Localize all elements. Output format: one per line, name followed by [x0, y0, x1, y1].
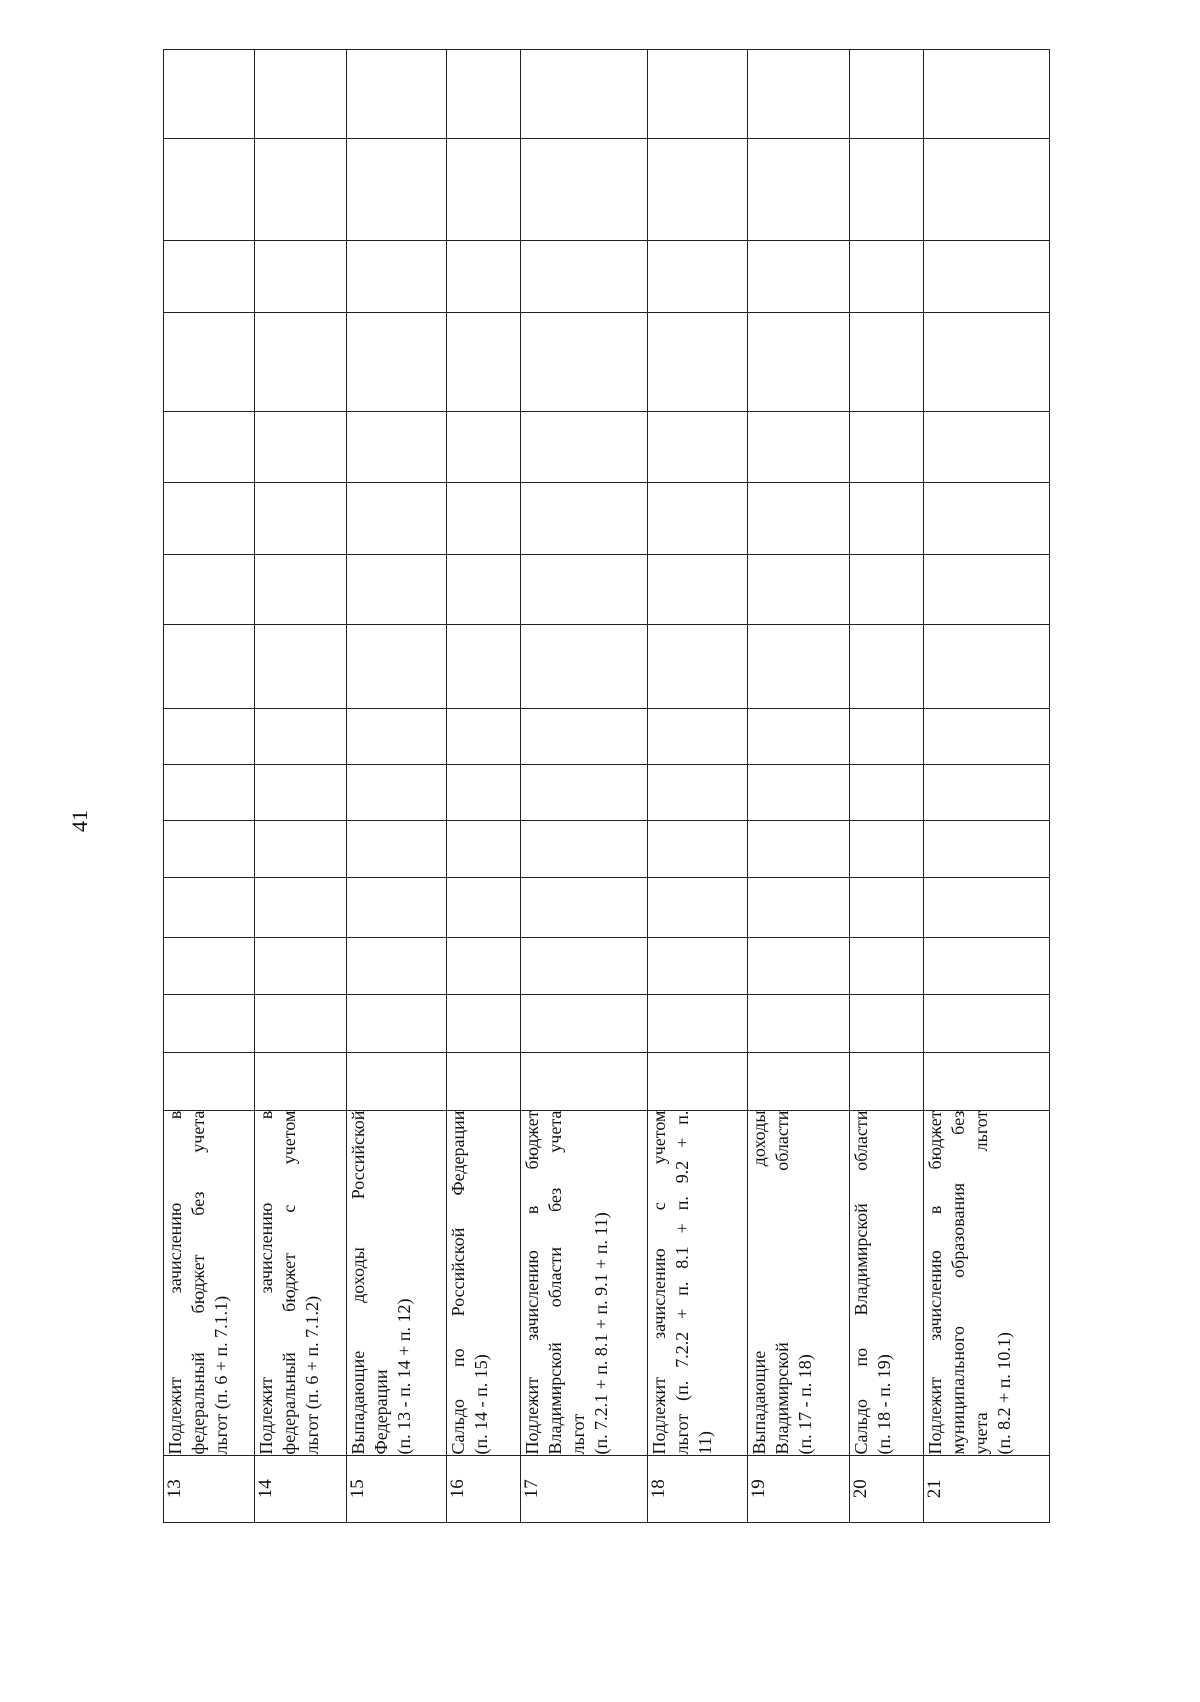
- empty-cell: [164, 412, 255, 483]
- empty-cell: [255, 625, 346, 709]
- table-row: [647, 50, 748, 1523]
- empty-cell: [748, 764, 850, 821]
- row-number: 21: [923, 1455, 1049, 1522]
- empty-cell: [849, 139, 923, 241]
- empty-cell: [923, 1052, 1049, 1110]
- label-line: федеральный бюджет без учета: [188, 1110, 208, 1455]
- empty-cell: [647, 994, 748, 1052]
- empty-cell: [923, 240, 1049, 312]
- empty-cell: [647, 625, 748, 709]
- empty-cell: [346, 139, 447, 241]
- empty-cell: [164, 764, 255, 821]
- empty-cell: [748, 240, 850, 312]
- empty-cell: [923, 764, 1049, 821]
- empty-cell: [521, 139, 647, 241]
- empty-cell: [164, 878, 255, 938]
- empty-cell: [647, 50, 748, 139]
- empty-cell: [346, 50, 447, 139]
- empty-cell: [164, 554, 255, 625]
- empty-cell: [647, 1052, 748, 1110]
- label-line: Владимирской области: [772, 1110, 793, 1455]
- empty-cell: [748, 994, 850, 1052]
- empty-cell: [923, 994, 1049, 1052]
- row-number: 15: [346, 1455, 447, 1522]
- row-number: 14: [255, 1455, 346, 1522]
- empty-cell: [521, 1052, 647, 1110]
- empty-cell: [521, 994, 647, 1052]
- empty-cell: [521, 878, 647, 938]
- row-label: [255, 1110, 346, 1455]
- empty-cell: [255, 708, 346, 764]
- empty-cell: [255, 938, 346, 995]
- empty-cell: [255, 240, 346, 312]
- empty-cell: [346, 482, 447, 554]
- empty-cell: [447, 938, 521, 995]
- empty-cell: [346, 764, 447, 821]
- empty-cell: [748, 482, 850, 554]
- row-label: [346, 1110, 447, 1455]
- empty-cell: [521, 764, 647, 821]
- table-row: [164, 50, 255, 1523]
- empty-cell: [647, 878, 748, 938]
- empty-cell: [748, 312, 850, 412]
- empty-cell: [849, 554, 923, 625]
- empty-cell: [255, 482, 346, 554]
- empty-cell: [923, 938, 1049, 995]
- empty-cell: [255, 554, 346, 625]
- empty-cell: [447, 554, 521, 625]
- empty-cell: [346, 625, 447, 709]
- empty-cell: [748, 139, 850, 241]
- empty-cell: [647, 821, 748, 878]
- empty-cell: [521, 312, 647, 412]
- label-line: федеральный бюджет с учетом: [279, 1110, 300, 1455]
- empty-cell: [164, 240, 255, 312]
- empty-cell: [255, 821, 346, 878]
- empty-cell: [447, 412, 521, 483]
- row-number: 20: [849, 1455, 923, 1522]
- empty-cell: [923, 50, 1049, 139]
- empty-cell: [521, 50, 647, 139]
- empty-cell: [164, 139, 255, 241]
- empty-cell: [647, 312, 748, 412]
- empty-cell: [521, 821, 647, 878]
- row-number: 18: [647, 1455, 748, 1522]
- empty-cell: [447, 994, 521, 1052]
- empty-cell: [346, 554, 447, 625]
- empty-cell: [748, 821, 850, 878]
- row-number: 19: [748, 1455, 850, 1522]
- empty-cell: [923, 312, 1049, 412]
- empty-cell: [521, 554, 647, 625]
- empty-cell: [923, 412, 1049, 483]
- empty-cell: [849, 821, 923, 878]
- row-number: 13: [164, 1455, 255, 1522]
- label-line: 11): [694, 1431, 715, 1455]
- empty-cell: [447, 312, 521, 412]
- empty-cell: [447, 240, 521, 312]
- empty-cell: [255, 412, 346, 483]
- table-row: [923, 50, 1049, 1523]
- page-number: 41: [67, 810, 92, 832]
- label-line: Выпадающие доходы: [749, 1110, 770, 1455]
- empty-cell: [164, 625, 255, 709]
- empty-cell: [346, 878, 447, 938]
- empty-cell: [447, 625, 521, 709]
- empty-cell: [521, 938, 647, 995]
- label-line: (п. 7.2.1 + п. 8.1 + п. 9.1 + п. 11): [591, 1212, 612, 1455]
- label-line: льгот (п. 7.2.2 + п. 8.1 + п. 9.2 + п.: [671, 1110, 692, 1455]
- empty-cell: [849, 878, 923, 938]
- empty-cell: [647, 240, 748, 312]
- empty-cell: [849, 312, 923, 412]
- label-line: (п. 17 - п. 18): [795, 1354, 816, 1455]
- empty-cell: [255, 139, 346, 241]
- label-line: Подлежит зачислению с учетом: [648, 1110, 669, 1455]
- empty-cell: [647, 938, 748, 995]
- empty-cell: [849, 482, 923, 554]
- row-number: 16: [447, 1455, 521, 1522]
- empty-cell: [923, 878, 1049, 938]
- empty-cell: [164, 821, 255, 878]
- empty-cell: [521, 412, 647, 483]
- empty-cell: [849, 764, 923, 821]
- empty-cell: [447, 878, 521, 938]
- empty-cell: [164, 938, 255, 995]
- empty-cell: [923, 482, 1049, 554]
- empty-cell: [346, 240, 447, 312]
- empty-cell: [521, 240, 647, 312]
- label-line: (п. 13 - п. 14 + п. 12): [393, 1298, 414, 1455]
- label-line: Федерации: [370, 1369, 391, 1455]
- empty-cell: [255, 764, 346, 821]
- empty-cell: [255, 878, 346, 938]
- table-row: [255, 50, 346, 1523]
- empty-cell: [164, 1052, 255, 1110]
- empty-cell: [748, 878, 850, 938]
- empty-cell: [849, 708, 923, 764]
- empty-cell: [849, 994, 923, 1052]
- empty-cell: [447, 764, 521, 821]
- empty-cell: [748, 50, 850, 139]
- table-row: [447, 50, 521, 1523]
- empty-cell: [923, 139, 1049, 241]
- empty-cell: [849, 1052, 923, 1110]
- label-line: Подлежит зачислению в бюджет: [522, 1110, 543, 1455]
- empty-cell: [164, 708, 255, 764]
- empty-cell: [849, 412, 923, 483]
- empty-cell: [164, 312, 255, 412]
- rotated-table-container: [163, 49, 1050, 1523]
- label-line: (п. 18 - п. 19): [873, 1354, 894, 1455]
- empty-cell: [346, 708, 447, 764]
- empty-cell: [849, 625, 923, 709]
- empty-cell: [255, 1052, 346, 1110]
- empty-cell: [447, 708, 521, 764]
- empty-cell: [255, 50, 346, 139]
- empty-cell: [748, 938, 850, 995]
- table-row: [521, 50, 647, 1523]
- empty-cell: [346, 994, 447, 1052]
- empty-cell: [748, 1052, 850, 1110]
- label-line: Сальдо по Владимирской области: [850, 1110, 871, 1455]
- row-label: [447, 1110, 521, 1455]
- label-line: Подлежит зачислению в бюджет: [924, 1110, 945, 1455]
- empty-cell: [346, 1052, 447, 1110]
- empty-cell: [164, 994, 255, 1052]
- calculation-table: [163, 49, 1050, 1523]
- empty-cell: [923, 625, 1049, 709]
- label-line: Подлежит зачислению в: [165, 1110, 185, 1455]
- label-line: муниципального образования без: [947, 1110, 968, 1455]
- empty-cell: [447, 50, 521, 139]
- empty-cell: [849, 240, 923, 312]
- empty-cell: [346, 938, 447, 995]
- row-number: 17: [521, 1455, 647, 1522]
- empty-cell: [647, 764, 748, 821]
- label-line: Выпадающие доходы Российской: [347, 1110, 368, 1455]
- empty-cell: [255, 994, 346, 1052]
- empty-cell: [647, 554, 748, 625]
- label-line: (п. 14 - п. 15): [471, 1354, 492, 1455]
- label-line: льгот (п. 6 + п. 7.1.1): [211, 1295, 231, 1455]
- empty-cell: [255, 312, 346, 412]
- empty-cell: [748, 554, 850, 625]
- label-line: учета льгот: [970, 1110, 991, 1455]
- empty-cell: [923, 554, 1049, 625]
- empty-cell: [647, 412, 748, 483]
- empty-cell: [923, 821, 1049, 878]
- row-label: [164, 1110, 255, 1455]
- label-line: льгот: [568, 1413, 589, 1455]
- table-row: [346, 50, 447, 1523]
- empty-cell: [346, 412, 447, 483]
- empty-cell: [748, 412, 850, 483]
- empty-cell: [346, 821, 447, 878]
- row-label: [748, 1110, 850, 1455]
- empty-cell: [164, 50, 255, 139]
- empty-cell: [521, 482, 647, 554]
- row-label: [647, 1110, 748, 1455]
- row-label: [849, 1110, 923, 1455]
- empty-cell: [447, 139, 521, 241]
- table-row: [849, 50, 923, 1523]
- empty-cell: [346, 312, 447, 412]
- label-line: (п. 8.2 + п. 10.1): [993, 1332, 1014, 1455]
- row-label: [521, 1110, 647, 1455]
- empty-cell: [521, 625, 647, 709]
- empty-cell: [748, 625, 850, 709]
- empty-cell: [164, 482, 255, 554]
- table-row: [748, 50, 850, 1523]
- empty-cell: [447, 482, 521, 554]
- empty-cell: [647, 482, 748, 554]
- empty-cell: [647, 139, 748, 241]
- empty-cell: [647, 708, 748, 764]
- empty-cell: [748, 708, 850, 764]
- label-line: Владимирской области без учета: [545, 1110, 566, 1455]
- empty-cell: [447, 821, 521, 878]
- empty-cell: [521, 708, 647, 764]
- empty-cell: [447, 1052, 521, 1110]
- empty-cell: [849, 50, 923, 139]
- row-label: [923, 1110, 1049, 1455]
- label-line: Сальдо по Российской Федерации: [448, 1110, 469, 1455]
- label-line: Подлежит зачислению в: [256, 1110, 277, 1455]
- empty-cell: [923, 708, 1049, 764]
- empty-cell: [849, 938, 923, 995]
- label-line: льгот (п. 6 + п. 7.1.2): [302, 1295, 323, 1455]
